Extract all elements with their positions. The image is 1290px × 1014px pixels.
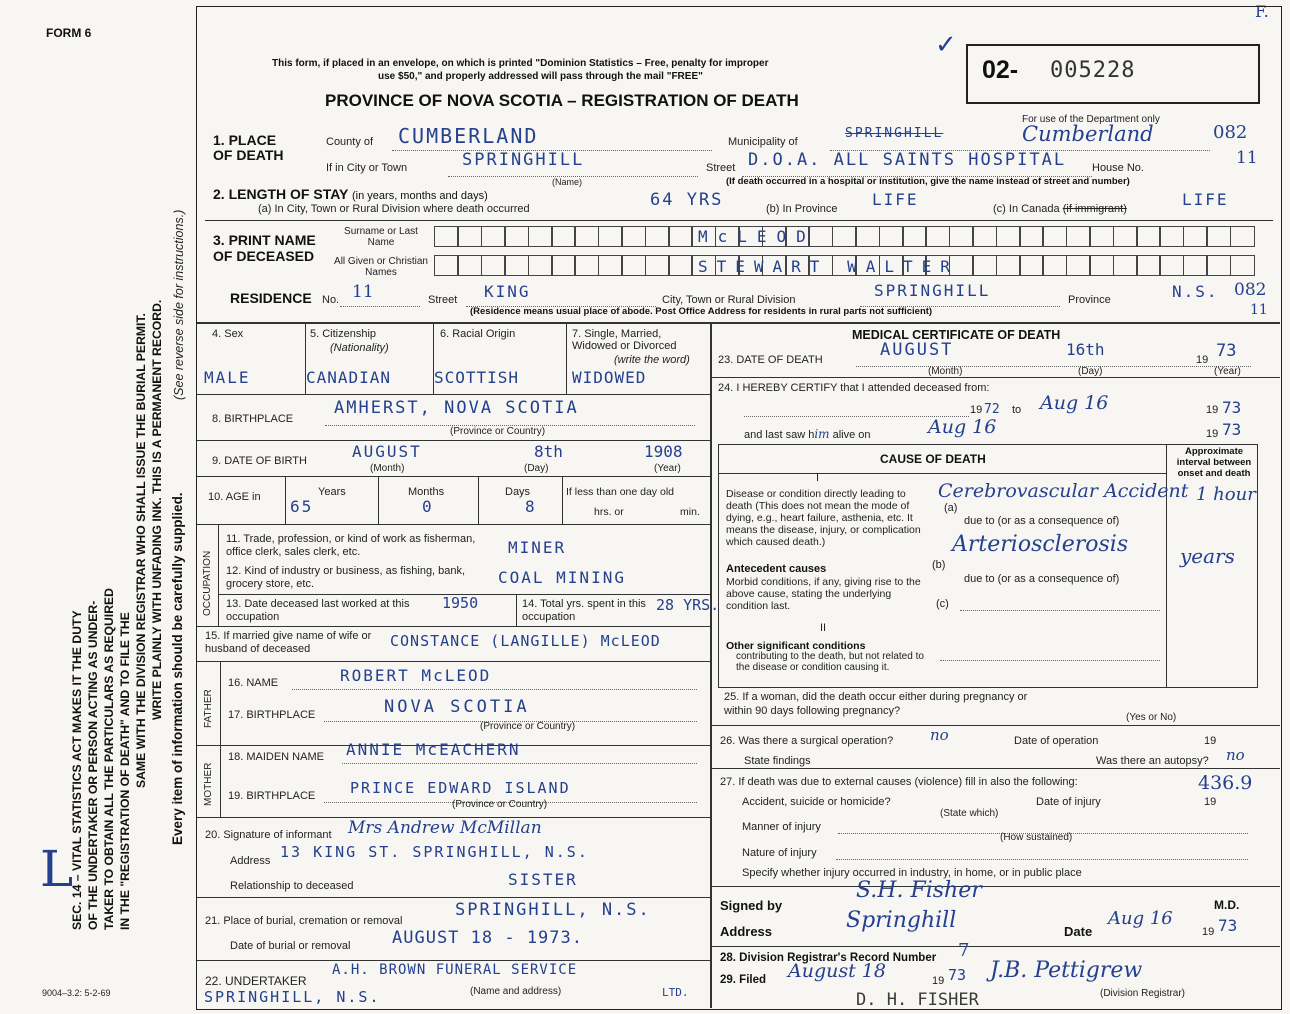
residence-city-label: City, Town or Rural Division: [662, 294, 796, 306]
marital-status-value: WIDOWED: [572, 368, 647, 387]
letter-box: [434, 226, 459, 247]
house-value: 11: [1236, 148, 1258, 168]
date-of-birth-label: 9. DATE OF BIRTH: [212, 455, 307, 467]
pregnancy-label: 25. If a woman, did the death occur either during pregnancy or within 90 days following pregnancy?: [724, 691, 1028, 717]
total-years-value: 28 YRS.: [656, 596, 720, 614]
record-number-value: 7: [958, 940, 970, 961]
operation-date-label: Date of operation: [1014, 735, 1099, 747]
operation-year-prefix: 19: [1204, 735, 1217, 747]
letter-box: [457, 255, 482, 276]
sex-label: 4. Sex: [212, 328, 244, 340]
father-side-label: FATHER: [203, 689, 214, 728]
dod-year-value: 73: [1216, 341, 1237, 361]
birthplace-label: 8. BIRTHPLACE: [212, 413, 294, 425]
letter-box: [1206, 226, 1231, 247]
autopsy-value: no: [1226, 746, 1245, 764]
letter-box: [551, 226, 576, 247]
stay-c-label: (c) In Canada (if immigrant): [993, 203, 1127, 215]
racial-origin-value: SCOTTISH: [434, 368, 520, 387]
form-code: 9004–3.2: 5-2-69: [42, 988, 111, 998]
letter-box: [1113, 226, 1138, 247]
last-worked-label: 13. Date deceased last worked at this occupation: [226, 598, 410, 623]
letter-box: [1159, 226, 1184, 247]
occupation-side-label: OCCUPATION: [202, 550, 213, 616]
attended-to-year-prefix: 19: [1206, 404, 1219, 416]
age-days-label: Days: [505, 486, 531, 498]
informant-address-label: Address: [230, 855, 271, 867]
stay-a-label: (a) In City, Town or Rural Division where death occurred: [258, 203, 530, 215]
letter-box: [528, 226, 553, 247]
sign-date-label: Date: [1064, 924, 1093, 939]
yes-no-caption: (Yes or No): [1126, 712, 1177, 723]
letter-box: [1019, 255, 1044, 276]
registration-number: 005228: [1050, 58, 1136, 83]
signed-by-label: Signed by: [720, 898, 783, 913]
dob-day-caption: (Day): [524, 463, 549, 474]
side-text-line3: TAKER TO OBTAIN ALL THE PARTICULARS AS REQUIRED: [102, 588, 116, 930]
sign-date-value: Aug 16: [1108, 908, 1173, 929]
injury-year-prefix: 19: [1204, 796, 1217, 808]
letter-box: [1183, 226, 1208, 247]
marital-status-label: 7. Single, Married, Widowed or Divorced: [572, 328, 677, 352]
signer-address-value: Springhill: [846, 908, 957, 933]
undertaker-caption: (Name and address): [470, 986, 562, 997]
age-years-label: Years: [318, 486, 346, 498]
informant-signature-label: 20. Signature of informant: [205, 829, 332, 841]
total-years-label: 14. Total yrs. spent in this occupation: [522, 598, 646, 623]
letter-box: [551, 255, 576, 276]
letter-box: [1042, 226, 1067, 247]
surgery-value: no: [930, 726, 949, 744]
sign-date-year-prefix: 19: [1202, 926, 1215, 938]
attended-to-year: 73: [1222, 398, 1242, 417]
side-text-line2: OF THE UNDERTAKER OR PERSON ACTING AS UNDER-: [86, 600, 100, 930]
hospital-note: (If death occurred in a hospital or institution, give the name instead of street and number): [726, 176, 1130, 187]
letter-box: [1019, 226, 1044, 247]
margin-handwritten-mark: L: [40, 840, 74, 898]
residence-label: RESIDENCE: [230, 290, 312, 306]
registrar-signature: J.B. Pettigrew: [990, 958, 1143, 983]
letter-box: [972, 255, 997, 276]
letter-box: [902, 226, 927, 247]
father-name-value: ROBERT McLEOD: [340, 666, 492, 685]
dod-day-value: 16th: [1066, 340, 1105, 359]
letter-box: [996, 255, 1021, 276]
birthplace-value: AMHERST, NOVA SCOTIA: [334, 398, 579, 418]
informant-signature-value: Mrs Andrew McMillan: [348, 818, 542, 838]
letter-box: [434, 255, 459, 276]
antecedent-title: Antecedent causes: [726, 563, 827, 575]
city-value: SPRINGHILL: [462, 150, 585, 170]
burial-place-value: SPRINGHILL, N.S.: [455, 900, 651, 920]
name-caption: (Name): [552, 177, 583, 187]
form-title: PROVINCE OF NOVA SCOTIA – REGISTRATION OF DEATH: [325, 91, 799, 110]
letter-box: [1089, 226, 1114, 247]
registration-prefix: 02-: [982, 56, 1019, 84]
dod-year-caption: (Year): [1214, 366, 1241, 377]
municipality-value: Cumberland: [1022, 122, 1154, 146]
mother-birthplace-value: PRINCE EDWARD ISLAND: [350, 779, 571, 797]
industry-value: COAL MINING: [498, 568, 626, 587]
spouse-value: CONSTANCE (LANGILLE) McLEOD: [390, 632, 661, 650]
residence-city-value: SPRINGHILL: [874, 281, 991, 300]
letter-box: [1066, 226, 1091, 247]
postal-notice-line1: This form, if placed in an envelope, on which is printed "Dominion Statistics – Free, penalty for improper: [272, 58, 769, 69]
age-months-label: Months: [408, 486, 445, 498]
county-label: County of: [326, 136, 374, 148]
residence-no-value: 11: [352, 282, 374, 302]
dob-day-value: 8th: [534, 442, 563, 461]
state-findings-label: State findings: [744, 755, 811, 767]
side-text-line7: Every item of information should be carefully supplied.: [170, 492, 185, 845]
undertaker-ltd: LTD.: [662, 986, 689, 999]
due-to-label-1: due to (or as a consequence of): [964, 515, 1120, 527]
letter-box: [855, 226, 880, 247]
registrar-caption: (Division Registrar): [1100, 988, 1186, 999]
spouse-label: 15. If married give name of wife or husband of deceased: [205, 630, 372, 655]
attended-from-value: 72: [984, 402, 1000, 417]
dob-month-caption: (Month): [370, 463, 405, 474]
stay-c-value: LIFE: [1182, 190, 1229, 209]
signed-by-value: S.H. Fisher: [856, 878, 982, 903]
last-saw-label: and last saw him alive on: [744, 427, 871, 441]
antecedent-label: Morbid conditions, if any, giving rise to the above cause, stating the underlying condition last.: [726, 576, 921, 612]
hours-label: hrs. or: [594, 506, 624, 518]
record-number-label: 28. Division Registrar's Record Number: [720, 952, 937, 964]
last-saw-year-prefix: 19: [1206, 428, 1219, 440]
cause-c-label: (c): [936, 598, 949, 610]
filed-value: August 18: [788, 960, 886, 982]
stay-b-label: (b) In Province: [766, 203, 838, 215]
dob-year-value: 1908: [644, 442, 683, 461]
residence-province-label: Province: [1068, 294, 1111, 306]
how-sustained-caption: (How sustained): [1000, 832, 1073, 843]
letter-box: [1136, 255, 1161, 276]
department-use-note: For use of the Department only: [1022, 114, 1160, 125]
sign-date-year: 73: [1218, 916, 1238, 935]
last-saw-value: Aug 16: [928, 416, 997, 438]
citizenship-label: 5. Citizenship: [310, 328, 377, 340]
manner-of-injury-label: Manner of injury: [742, 821, 821, 833]
letter-box: [1183, 255, 1208, 276]
dod-day-caption: (Day): [1078, 366, 1103, 377]
check-mark: ✓: [935, 30, 957, 60]
letter-box: [598, 226, 623, 247]
county-value: CUMBERLAND: [398, 124, 539, 148]
attended-to-label: to: [1012, 404, 1022, 416]
citizenship-sub: (Nationality): [330, 342, 389, 354]
form-number: FORM 6: [46, 26, 92, 40]
direct-cause-label: Disease or condition directly leading to death (This does not mean the mode of dying, e.g., heart failure, asthenia, etc. It means the disease, injury, or complication which caused death.): [726, 488, 921, 548]
registrar-stamp: D. H. FISHER: [856, 990, 979, 1010]
injury-date-label: Date of injury: [1036, 796, 1101, 808]
racial-origin-label: 6. Racial Origin: [440, 328, 516, 340]
sex-value: MALE: [204, 368, 251, 387]
letter-box: [598, 255, 623, 276]
cause-a-value: Cerebrovascular Accident: [938, 480, 1189, 502]
street-label: Street: [706, 162, 736, 174]
letter-box: [574, 226, 599, 247]
letter-box: [1113, 255, 1138, 276]
side-text-line1: SEC. 14 – VITAL STATISTICS ACT MAKES IT THE DUTY: [70, 610, 84, 930]
cause-a-label: (a): [944, 502, 958, 514]
letter-box: [645, 255, 670, 276]
mother-province-caption: (Province or Country): [452, 799, 548, 810]
print-name-label: 3. PRINT NAME OF DECEASED: [213, 232, 316, 264]
dob-year-caption: (Year): [654, 463, 681, 474]
letter-box: [1089, 255, 1114, 276]
residence-code2: 11: [1250, 302, 1268, 318]
letter-box: [1042, 255, 1067, 276]
burial-date-value: AUGUST 18 - 1973.: [392, 928, 583, 948]
side-text-line4: IN THE "REGISTRATION OF DEATH" AND TO FILE THE: [118, 612, 132, 930]
md-label: M.D.: [1214, 898, 1240, 912]
letter-box: [504, 255, 529, 276]
external-causes-label: 27. If death was due to external causes (violence) fill in also the following:: [720, 776, 1078, 788]
age-years-value: 65: [290, 497, 314, 516]
attended-from-prefix: 19: [970, 404, 983, 416]
due-to-label-2: due to (or as a consequence of): [964, 573, 1120, 585]
cause-b-interval: years: [1180, 544, 1235, 568]
undertaker-value: A.H. BROWN FUNERAL SERVICE: [332, 962, 578, 978]
cause-b-value: Arteriosclerosis: [952, 532, 1129, 557]
letter-box: [528, 255, 553, 276]
date-of-death-label: 23. DATE OF DEATH: [718, 354, 823, 366]
letter-box: [949, 226, 974, 247]
surname-value: McLEOD: [698, 227, 816, 246]
letter-box: [621, 255, 646, 276]
specify-injury-label: Specify whether injury occurred in industry, in home, or in public place: [742, 867, 1082, 879]
municipality-code: 082: [1213, 122, 1248, 143]
attended-to-value: Aug 16: [1040, 392, 1109, 414]
father-name-label: 16. NAME: [228, 677, 279, 689]
filed-label: 29. Filed: [720, 974, 767, 986]
residence-code: 082: [1234, 280, 1267, 300]
length-of-stay-label: 2. LENGTH OF STAY (in years, months and days): [213, 186, 488, 202]
mother-name-value: ANNIE McEACHERN: [346, 740, 521, 759]
less-than-day-label: If less than one day old: [566, 486, 674, 498]
signer-address-label: Address: [720, 924, 773, 939]
letter-box: [1230, 226, 1255, 247]
stay-b-value: LIFE: [872, 190, 919, 209]
residence-street-value: KING: [484, 282, 531, 301]
mother-name-label: 18. MAIDEN NAME: [228, 751, 324, 763]
letter-box: [574, 255, 599, 276]
birthplace-caption: (Province or Country): [450, 426, 546, 437]
certify-label: 24. I HEREBY CERTIFY that I attended deceased from:: [718, 382, 990, 394]
letter-box: [481, 226, 506, 247]
state-which-caption: (State which): [940, 808, 999, 819]
street-value: D.O.A. ALL SAINTS HOSPITAL: [748, 150, 1067, 170]
cause-b-label: (b): [932, 559, 946, 571]
letter-box: [832, 226, 857, 247]
undertaker-label: 22. UNDERTAKER: [205, 974, 307, 988]
part-two-label: II: [820, 622, 827, 634]
letter-box: [668, 255, 693, 276]
autopsy-label: Was there an autopsy?: [1096, 755, 1209, 767]
corner-mark: F.: [1255, 2, 1269, 21]
relationship-value: SISTER: [508, 870, 578, 889]
industry-label: 12. Kind of industry or business, as fishing, bank, grocery store, etc.: [226, 565, 466, 590]
other-conditions-title: Other significant conditions: [726, 640, 866, 652]
letter-box: [504, 226, 529, 247]
side-text-line6: WRITE PLAINLY WITH UNFADING INK. THIS IS A PERMANENT RECORD.: [150, 299, 164, 720]
part-one-label: I: [816, 472, 820, 484]
interval-label: Approximate interval between onset and death: [1176, 446, 1252, 479]
letter-box: [481, 255, 506, 276]
citizenship-value: CANADIAN: [306, 368, 392, 387]
side-text-line8: (See reverse side for instructions.): [172, 209, 186, 400]
surname-label: Surname or Last Name: [344, 226, 418, 248]
letter-box: [1136, 226, 1161, 247]
last-saw-year: 73: [1222, 420, 1242, 439]
minutes-label: min.: [680, 506, 700, 518]
dod-month-caption: (Month): [928, 366, 963, 377]
burial-place-label: 21. Place of burial, cremation or removal: [205, 915, 403, 927]
trade-label: 11. Trade, profession, or kind of work as fisherman, office clerk, sales clerk, etc.: [226, 533, 476, 558]
medical-certificate-title: MEDICAL CERTIFICATE OF DEATH: [852, 328, 1061, 342]
father-birthplace-value: NOVA SCOTIA: [384, 697, 530, 717]
letter-box: [457, 226, 482, 247]
city-label: If in City or Town: [326, 162, 408, 174]
dob-month-value: AUGUST: [352, 442, 422, 461]
residence-province-value: N.S.: [1172, 282, 1219, 301]
place-of-death-label: 1. PLACE OF DEATH: [213, 132, 284, 163]
dod-year-prefix: 19: [1196, 354, 1209, 366]
letter-box: [1230, 255, 1255, 276]
letter-box: [621, 226, 646, 247]
letter-box: [1206, 255, 1231, 276]
relationship-label: Relationship to deceased: [230, 880, 354, 892]
accident-label: Accident, suicide or homicide?: [742, 796, 891, 808]
cause-of-death-title: CAUSE OF DEATH: [880, 452, 986, 466]
age-label: 10. AGE in: [208, 491, 261, 503]
filed-year: 73: [948, 966, 967, 984]
burial-date-label: Date of burial or removal: [230, 940, 351, 952]
trade-value: MINER: [508, 538, 567, 557]
letter-box: [879, 226, 904, 247]
last-worked-value: 1950: [442, 594, 479, 612]
given-names-label: All Given or Christian Names: [334, 256, 428, 278]
undertaker-value-line2: SPRINGHILL, N.S.: [204, 988, 381, 1006]
side-text-line5: SAME WITH THE DIVISION REGISTRAR WHO SHALL ISSUE THE BURIAL PERMIT.: [134, 313, 148, 788]
stay-a-value: 64 YRS: [650, 190, 724, 210]
residence-no-label: No.: [322, 294, 340, 306]
house-label: House No.: [1092, 162, 1144, 174]
letter-box: [972, 226, 997, 247]
father-birthplace-label: 17. BIRTHPLACE: [228, 709, 316, 721]
letter-box: [645, 226, 670, 247]
residence-note: (Residence means usual place of abode. Post Office Address for residents in rural parts not sufficient): [470, 306, 933, 317]
informant-address-value: 13 KING ST. SPRINGHILL, N.S.: [280, 843, 589, 861]
mother-birthplace-label: 19. BIRTHPLACE: [228, 790, 316, 802]
nature-of-injury-label: Nature of injury: [742, 847, 817, 859]
other-conditions-label: contributing to the death, but not related to the disease or condition causing it.: [736, 651, 924, 673]
external-code: 436.9: [1198, 772, 1253, 794]
letter-box: [1066, 255, 1091, 276]
given-names-value: STEWART WALTER: [698, 257, 959, 276]
filed-year-prefix: 19: [932, 975, 945, 987]
father-province-caption: (Province or Country): [480, 721, 576, 732]
age-days-value: 8: [525, 497, 537, 516]
surgery-label: 26. Was there a surgical operation?: [720, 735, 894, 747]
dod-month-value: AUGUST: [880, 340, 954, 360]
letter-box: [1159, 255, 1184, 276]
age-months-value: 0: [422, 497, 434, 516]
municipality-struck: SPRINGHILL: [845, 126, 944, 141]
letter-box: [668, 226, 693, 247]
residence-street-label: Street: [428, 294, 458, 306]
marital-status-sub: (write the word): [614, 354, 690, 366]
mother-side-label: MOTHER: [203, 762, 214, 806]
letter-box: [925, 226, 950, 247]
municipality-label: Municipality of: [728, 136, 798, 148]
cause-a-interval: 1 hour: [1196, 484, 1256, 505]
postal-notice-line2: use $50," and properly addressed will pass through the mail "FREE": [378, 71, 703, 82]
letter-box: [996, 226, 1021, 247]
